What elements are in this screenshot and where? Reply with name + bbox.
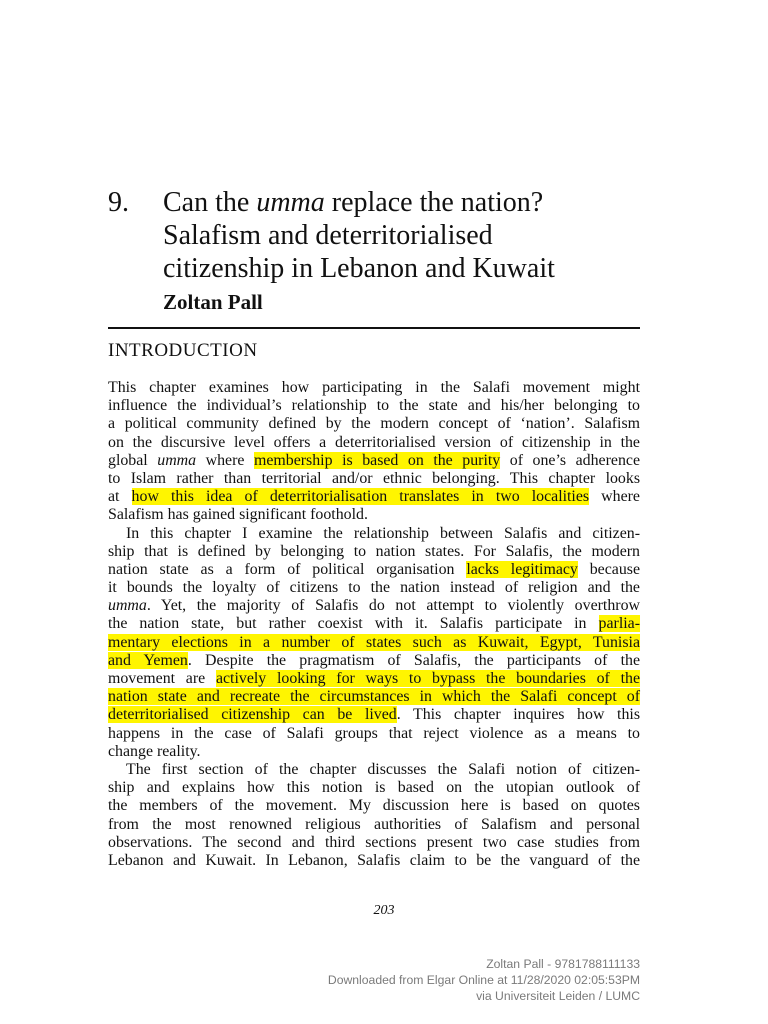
text-line: Lebanon and Kuwait. In Lebanon, Salafis claim to be the vanguard of the xyxy=(108,851,640,869)
chapter-title-line: Salafism and deterritorialised xyxy=(163,220,493,251)
text-line: on the discursive level offers a deterritorialised version of citizenship in the xyxy=(108,433,640,451)
text-line: at how this idea of deterritorialisation translates in two localities where xyxy=(108,488,640,506)
highlight: parlia- xyxy=(598,615,640,633)
highlight: actively looking for ways to bypass the boundaries of the xyxy=(215,670,641,687)
text-line: umma. Yet, the majority of Salafis do not attempt to violently overthrow xyxy=(108,597,640,615)
highlight: how this idea of deterritorialisation translates in two localities xyxy=(131,488,590,506)
page-number: 203 xyxy=(373,903,395,918)
highlight: nation state and recreate the circumstances in which the Salafi concept of xyxy=(108,688,640,706)
highlight: lacks legitimacy xyxy=(466,560,578,578)
text-line: it bounds the loyalty of citizens to the nation instead of religion and the xyxy=(108,579,640,597)
text-line: This chapter examines how participating in the Salafi movement might xyxy=(108,379,640,396)
text-line: the nation state, but rather coexist with it. Salafis participate in parlia- xyxy=(108,615,640,633)
text-line xyxy=(108,634,640,652)
text-line: the members of the movement. My discussion here is based on quotes xyxy=(108,797,640,815)
heading-divider xyxy=(108,327,640,329)
text-line: deterritorialised citizenship can be lived. This chapter inquires how this xyxy=(108,706,640,724)
chapter-number: 9. xyxy=(108,187,129,218)
footer-line: Zoltan Pall - 9781788111133 xyxy=(486,957,640,971)
footer-line: via Universiteit Leiden / LUMC xyxy=(476,989,640,1003)
chapter-title-line: citizenship in Lebanon and Kuwait xyxy=(163,253,555,284)
text-line: observations. The second and third sections present two case studies from xyxy=(108,833,640,851)
text-line: In this chapter I examine the relationship between Salafis and citizen- xyxy=(126,524,640,542)
text-line: influence the individual’s relationship to the state and his/her belonging to xyxy=(108,397,640,415)
text-line: and Yemen. Despite the pragmatism of Salafis, the participants of the xyxy=(108,651,640,669)
text-line: ship and explains how this notion is based on the utopian outlook of xyxy=(108,779,640,797)
section-heading: INTRODUCTION xyxy=(108,340,258,361)
highlight: membership is based on the purity xyxy=(253,451,501,469)
chapter-title xyxy=(163,186,653,285)
text-line: change reality. xyxy=(108,742,201,760)
text-line: Salafism has gained significant foothold. xyxy=(108,506,368,524)
highlight: mentary elections in a number of states such as Kuwait, Egypt, Tunisia xyxy=(108,633,640,651)
text-line: happens in the case of Salafi groups that reject violence as a means to xyxy=(108,724,640,742)
text-line xyxy=(108,688,640,706)
highlight: deterritorialised citizenship can be lived xyxy=(108,706,397,724)
author-name: Zoltan Pall xyxy=(163,290,263,314)
text-line: movement are actively looking for ways to bypass the boundaries of the xyxy=(108,670,641,687)
text-line: from the most renowned religious authorities of Salafism and personal xyxy=(108,815,640,833)
text-line: a political community defined by the modern concept of ‘nation’. Salafism xyxy=(108,415,640,433)
text-line: global umma where membership is based on the purity of one’s adherence xyxy=(108,451,640,469)
text-line: nation state as a form of political organisation lacks legitimacy because xyxy=(108,560,641,578)
text-line: ship that is defined by belonging to nation states. For Salafis, the modern xyxy=(108,542,640,560)
body-text xyxy=(108,379,640,870)
text-line: to Islam rather than territorial and/or ethnic belonging. This chapter looks xyxy=(108,469,640,487)
text-line: The first section of the chapter discusses the Salafi notion of citizen- xyxy=(126,760,640,778)
highlight: and Yemen xyxy=(108,651,188,669)
download-footer xyxy=(328,956,640,1004)
chapter-title-line: Can the umma replace the nation? xyxy=(163,187,544,218)
footer-line: Downloaded from Elgar Online at 11/28/2020 02:05:53PM xyxy=(327,973,640,987)
